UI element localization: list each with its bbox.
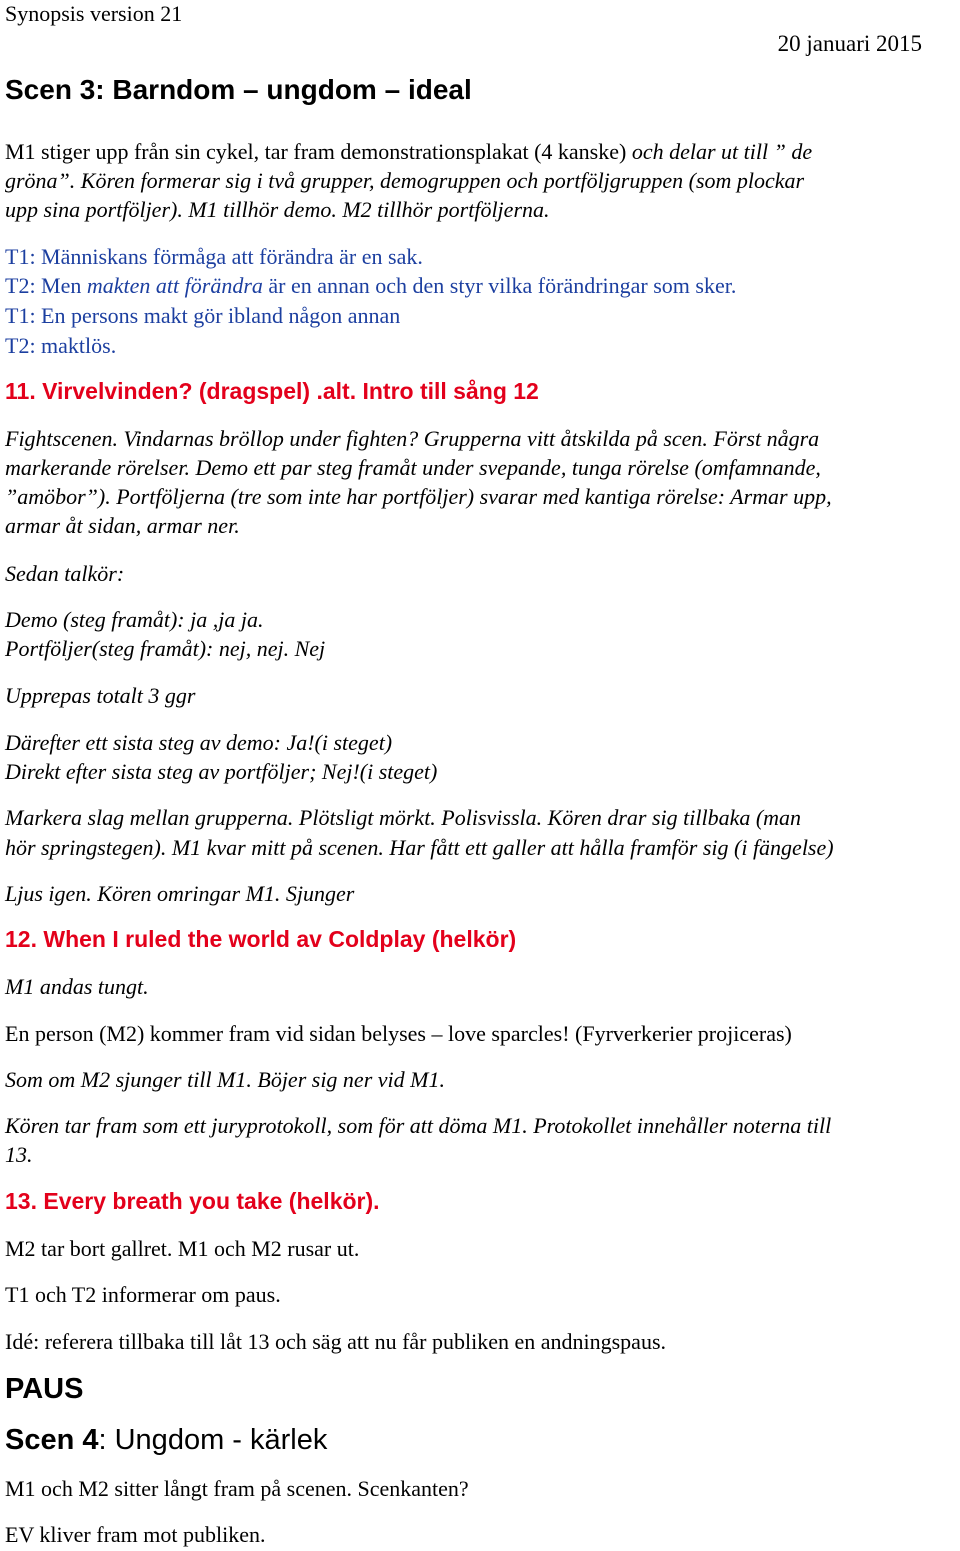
demo-line: Demo (steg framåt): ja ,ja ja.	[5, 607, 264, 632]
document-date: 20 januari 2015	[777, 31, 922, 56]
upprepas-line: Upprepas totalt 3 ggr	[5, 683, 196, 708]
gallret-line: M2 tar bort gallret. M1 och M2 rusar ut.	[5, 1236, 360, 1261]
markera-line-1: Markera slag mellan grupperna. Plötsligt mörkt. Polisvissla. Kören drar sig tillbaka (man	[5, 805, 802, 830]
intro-text: M1 stiger upp från sin cykel, tar fram demonstrationsplakat (4 kanske)	[5, 139, 632, 164]
intro-line-3: upp sina portföljer). M1 tillhör demo. M2 tillhör portföljerna.	[5, 197, 550, 222]
koren-line-1: Kören tar fram som ett juryprotokoll, som för att döma M1. Protokollet innehåller noterna till	[5, 1113, 832, 1138]
sedan-talkor: Sedan talkör:	[5, 561, 125, 586]
portfoljer-line: Portföljer(steg framåt): nej, nej. Nej	[5, 636, 326, 661]
fight-line-2: markerande rörelser. Demo ett par steg framåt under svepande, tunga rörelse (omfamnande,	[5, 455, 821, 480]
intro-line-1	[5, 137, 812, 166]
scene-4-title: : Ungdom - kärlek	[98, 1424, 328, 1456]
dialogue-text: är en annan och den styr vilka förändringar som sker.	[262, 273, 737, 298]
dialogue-t1-b: T1: En persons makt gör ibland någon annan	[5, 303, 401, 328]
paus-heading: PAUS	[5, 1373, 84, 1405]
intro-italic-text: Kören formerar sig i två grupper, demogruppen och portföljgruppen (som plockar	[75, 168, 805, 193]
song-13-heading: 13. Every breath you take (helkör).	[5, 1188, 380, 1214]
intro-italic-text: och delar ut till ” de	[631, 139, 813, 164]
ide-line: Idé: referera tillbaka till låt 13 och säg att nu får publiken en andningspaus.	[5, 1329, 666, 1354]
scene-3-heading: Scen 3: Barndom – ungdom – ideal	[5, 74, 472, 105]
scene-4-heading	[5, 1423, 327, 1457]
dialogue-t2-a	[5, 271, 736, 300]
fight-line-4: armar åt sidan, armar ner.	[5, 513, 240, 538]
song-11-heading: 11. Virvelvinden? (dragspel) .alt. Intro till sång 12	[5, 378, 539, 404]
koren-line-2: 13.	[5, 1142, 33, 1167]
dialogue-italic-text: makten att förändra	[86, 273, 263, 298]
fight-line-1: Fightscenen. Vindarnas bröllop under fighten? Grupperna vitt åtskilda på scen. Först några	[5, 426, 820, 451]
scene-4-label: Scen 4	[5, 1424, 99, 1456]
fight-line-3: ”amöbor”). Portföljerna (tre som inte har portföljer) svarar med kantiga rörelse: Armar upp,	[5, 484, 832, 509]
andas-line: M1 andas tungt.	[5, 974, 149, 999]
person-line: En person (M2) kommer fram vid sidan belyses – love sparcles! (Fyrverkerier projiceras)	[5, 1021, 792, 1046]
sitter-line: M1 och M2 sitter långt fram på scenen. Scenkanten?	[5, 1476, 469, 1501]
intro-italic-text: gröna”.	[5, 168, 76, 193]
dialogue-t1-a: T1: Människans förmåga att förändra är en sak.	[5, 244, 423, 269]
ljus-line: Ljus igen. Kören omringar M1. Sjunger	[5, 881, 355, 906]
song-12-heading: 12. When I ruled the world av Coldplay (helkör)	[5, 926, 517, 952]
darefter-line: Därefter ett sista steg av demo: Ja!(i steget)	[5, 730, 393, 755]
intro-line-2	[5, 166, 804, 195]
document-title: Synopsis version 21	[5, 1, 183, 26]
dialogue-text: T2: Men	[5, 273, 87, 298]
kliver-line: EV kliver fram mot publiken.	[5, 1522, 266, 1547]
informerar-line: T1 och T2 informerar om paus.	[5, 1282, 281, 1307]
markera-line-2: hör springstegen). M1 kvar mitt på scenen. Har fått ett galler att hålla framför sig (i fängelse)	[5, 835, 834, 860]
somom-line: Som om M2 sjunger till M1. Böjer sig ner vid M1.	[5, 1067, 445, 1092]
dialogue-t2-b: T2: maktlös.	[5, 333, 117, 358]
direkt-line: Direkt efter sista steg av portföljer; Nej!(i steget)	[5, 759, 438, 784]
